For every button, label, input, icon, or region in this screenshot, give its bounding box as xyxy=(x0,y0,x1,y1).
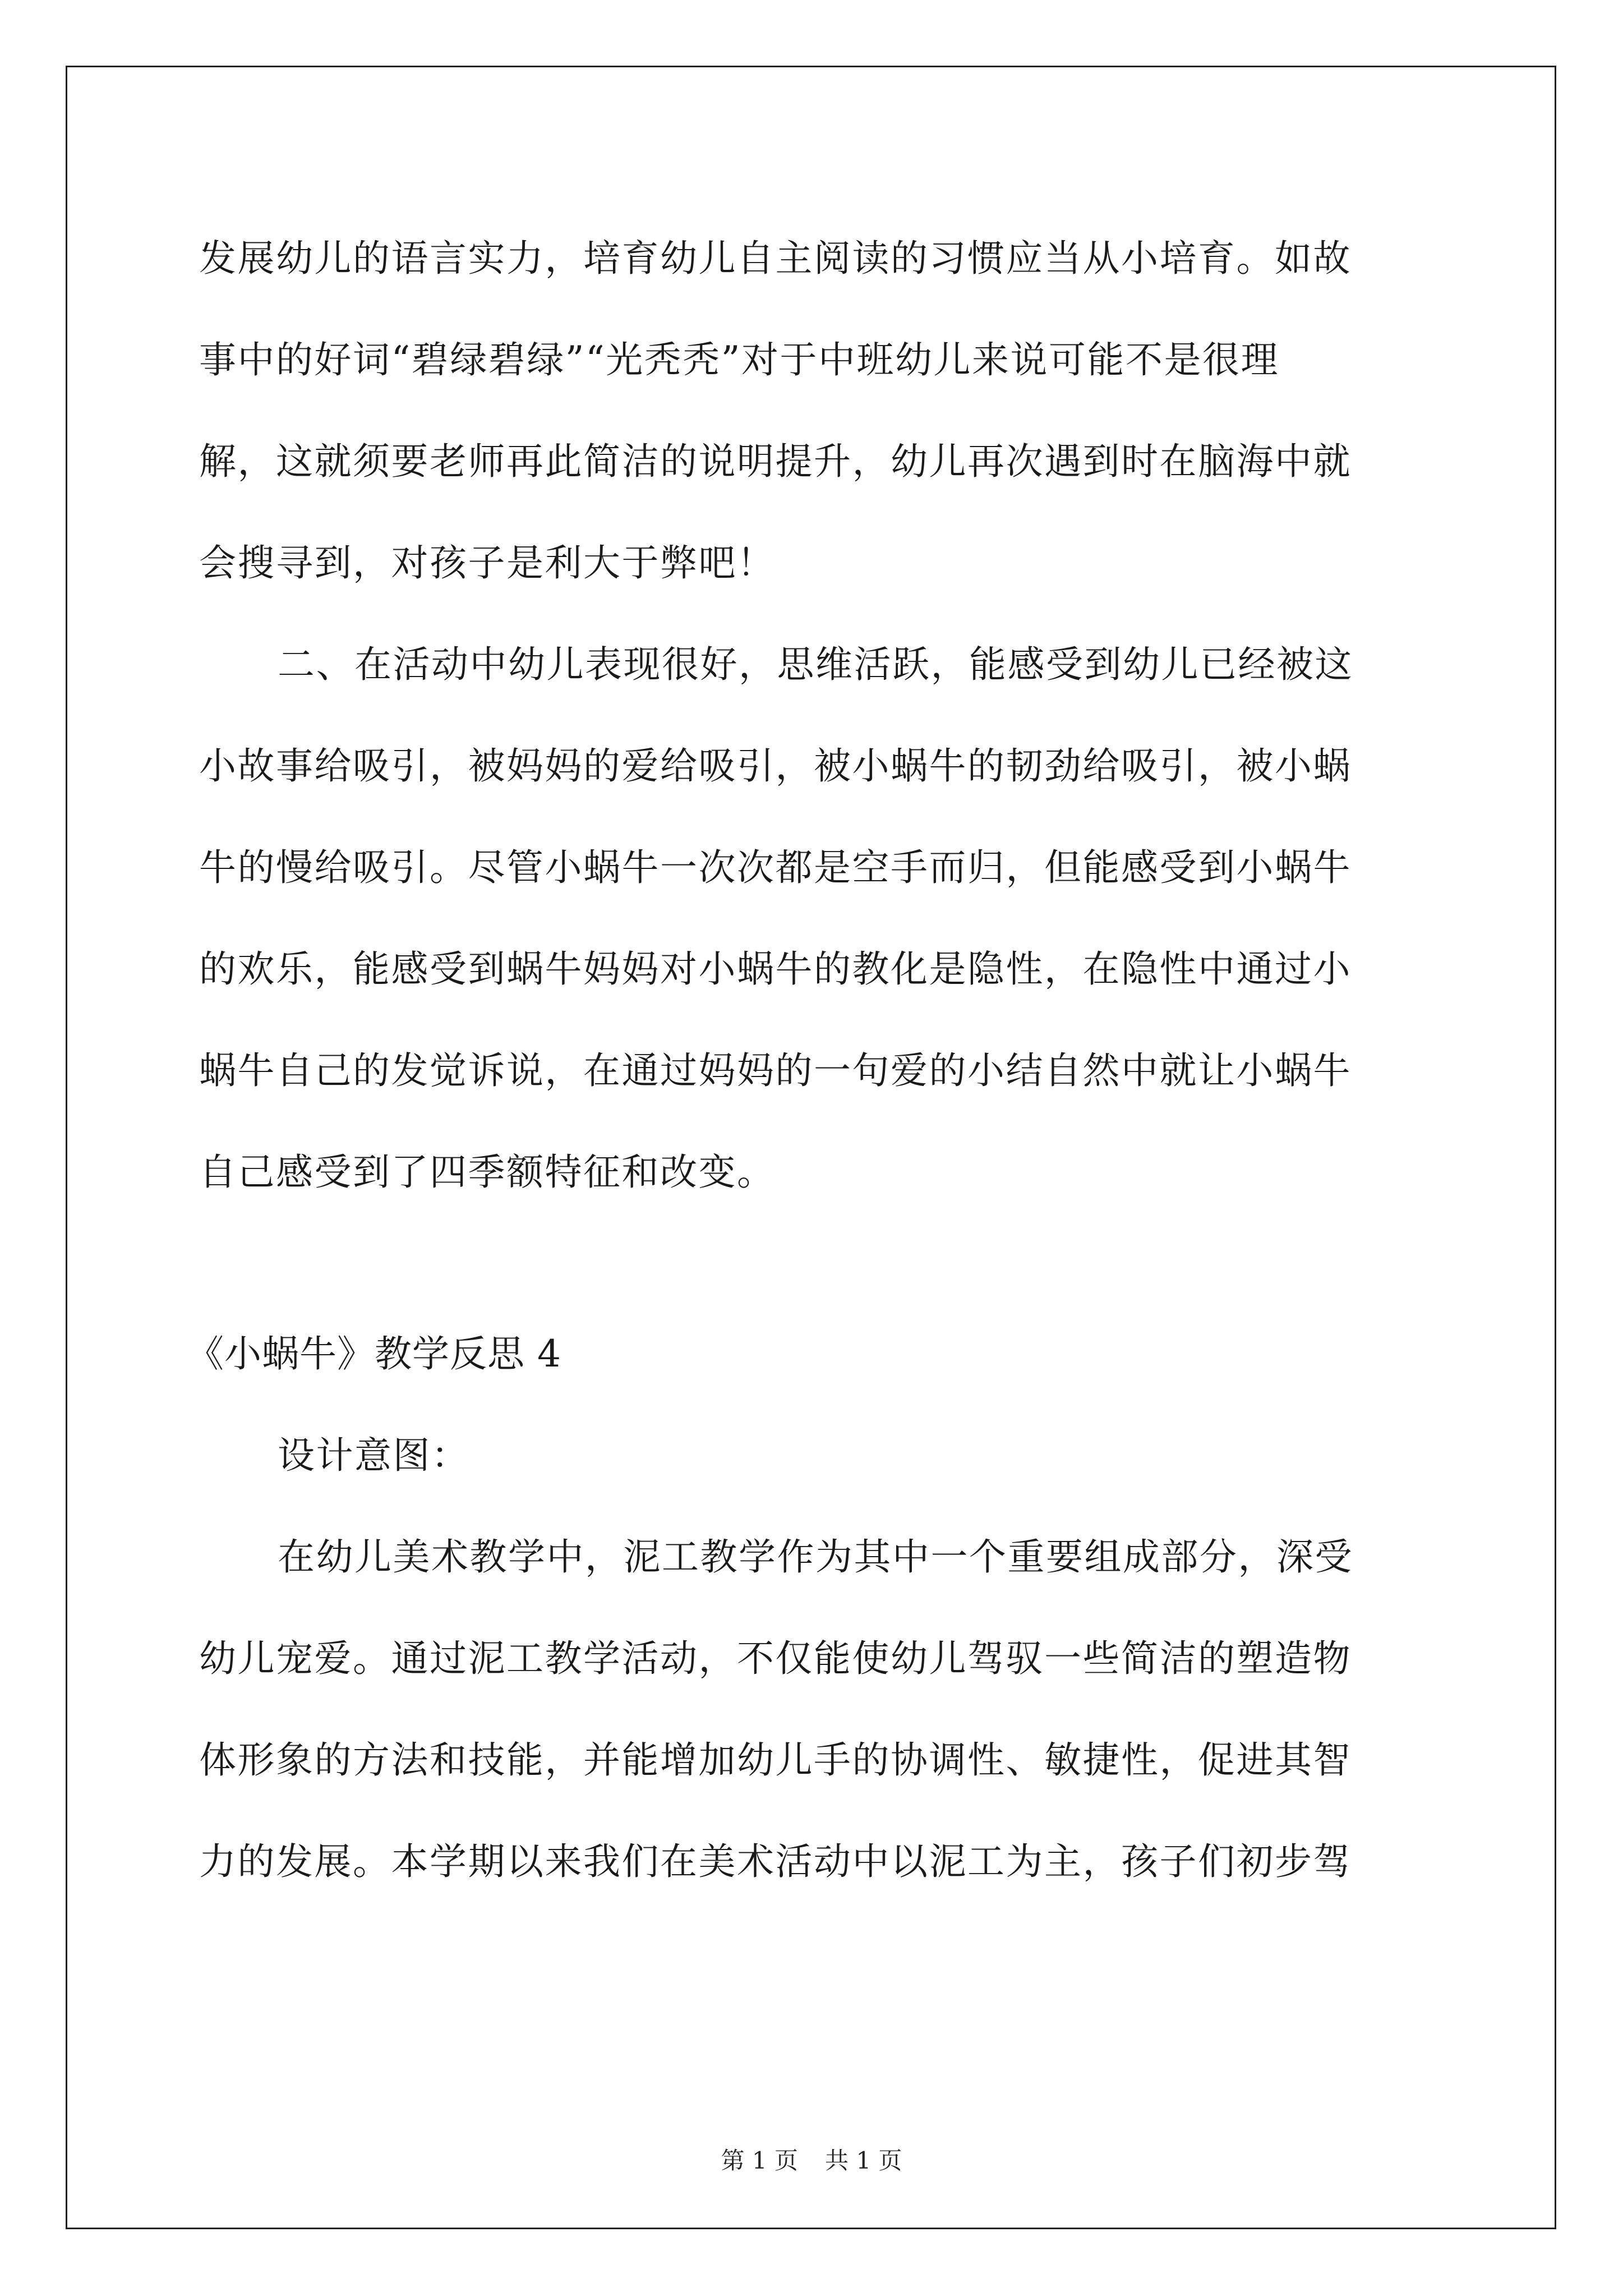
text-line: 幼儿宠爱。通过泥工教学活动，不仅能使幼儿驾驭一些简洁的塑造物 xyxy=(199,1637,1352,1680)
text-line: 在幼儿美术教学中，泥工教学作为其中一个重要组成部分，深受 xyxy=(278,1535,1353,1579)
paragraph-3 xyxy=(199,1506,1425,1912)
text-line: 二、在活动中幼儿表现很好，思维活跃，能感受到幼儿已经被这 xyxy=(278,643,1353,686)
text-line: 解，这就须要老师再此简洁的说明提升，幼儿再次遇到时在脑海中就 xyxy=(199,440,1352,483)
text-line: 会搜寻到，对孩子是利大于弊吧！ xyxy=(199,541,776,585)
page-number: 第 1 页 xyxy=(721,2147,798,2174)
paragraph-2 xyxy=(199,614,1425,1223)
text-line: 力的发展。本学期以来我们在美术活动中以泥工为主，孩子们初步驾 xyxy=(199,1840,1352,1883)
text-line: 发展幼儿的语言实力，培育幼儿自主阅读的习惯应当从小培育。如故 xyxy=(199,237,1352,280)
text-line: 小故事给吸引，被妈妈的爱给吸引，被小蜗牛的韧劲给吸引，被小蜗 xyxy=(199,744,1352,788)
page-footer xyxy=(0,2145,1623,2177)
page-total: 共 1 页 xyxy=(825,2147,902,2174)
design-intent-label: 设计意图： xyxy=(278,1434,470,1477)
section-title: 《小蜗牛》教学反思 4 xyxy=(187,1332,561,1375)
paragraph-1 xyxy=(199,208,1425,614)
text-line: 的欢乐，能感受到蜗牛妈妈对小蜗牛的教化是隐性，在隐性中通过小 xyxy=(199,947,1352,991)
text-line: 牛的慢给吸引。尽管小蜗牛一次次都是空手而归，但能感受到小蜗牛 xyxy=(199,846,1352,889)
text-line: 自己感受到了四季额特征和改变。 xyxy=(199,1151,776,1194)
text-line: 蜗牛自己的发觉诉说，在通过妈妈的一句爱的小结自然中就让小蜗牛 xyxy=(199,1049,1352,1092)
section-spacer xyxy=(199,1223,1425,1303)
text-line: 体形象的方法和技能，并能增加幼儿手的协调性、敏捷性，促进其智 xyxy=(199,1738,1352,1782)
text-line: 事中的好词“碧绿碧绿”“光秃秃”对于中班幼儿来说可能不是很理 xyxy=(199,338,1279,381)
document-body xyxy=(187,208,1425,1912)
